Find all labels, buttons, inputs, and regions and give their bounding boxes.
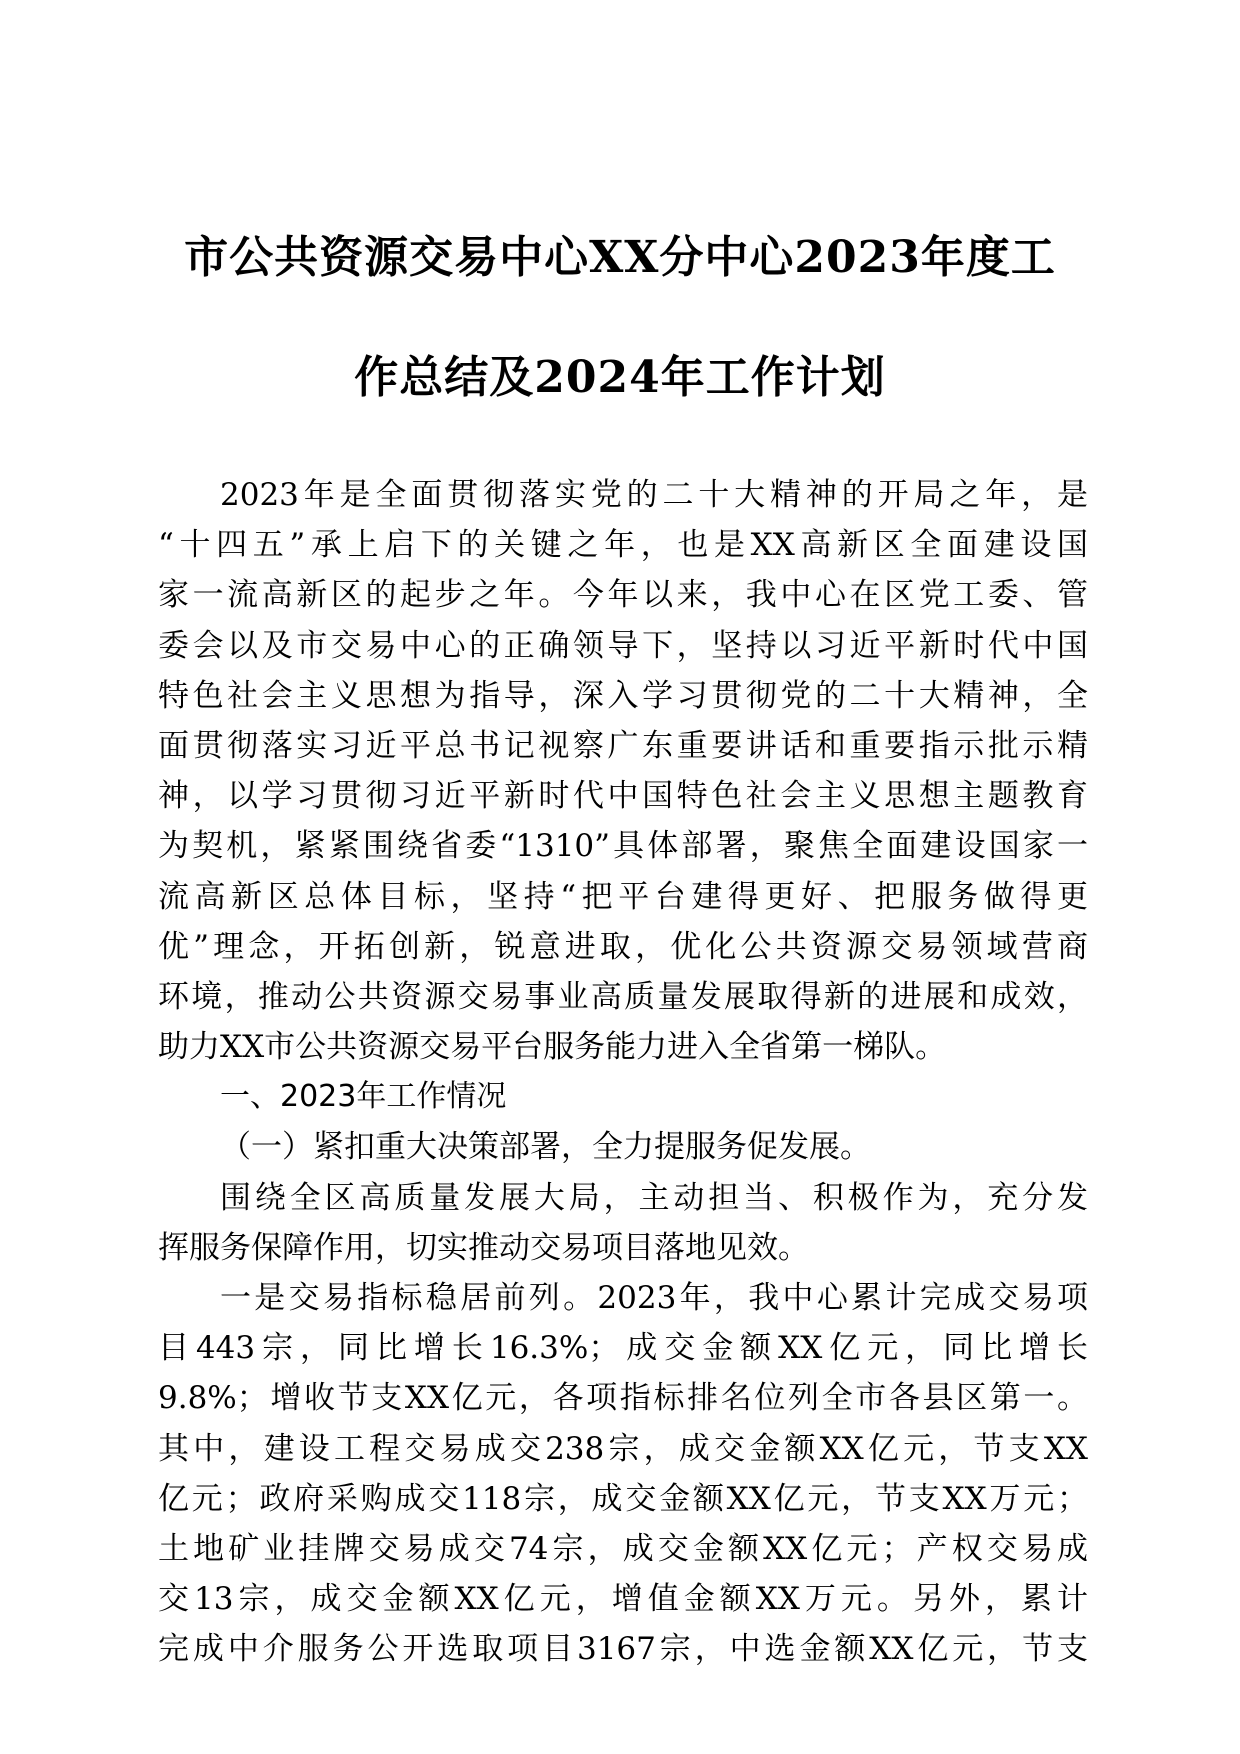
body-line: 一是交易指标稳居前列。2023年，我中心累计完成交易项 <box>220 1280 1088 1316</box>
subsection-heading: （一）紧扣重大决策部署，全力提服务促发展。 <box>220 1129 871 1166</box>
body-line: 土地矿业挂牌交易成交74宗，成交金额XX亿元；产权交易成 <box>158 1530 1088 1567</box>
section-heading: 一、2023年工作情况 <box>220 1079 507 1115</box>
body-line: 完成中介服务公开选取项目3167宗，中选金额XX亿元，节支 <box>158 1631 1088 1668</box>
body-line: 亿元；政府采购成交118宗，成交金额XX亿元，节支XX万元； <box>158 1480 1088 1517</box>
body-line: 神，以学习贯彻习近平新时代中国特色社会主义思想主题教育 <box>158 778 1088 815</box>
body-line: 特色社会主义思想为指导，深入学习贯彻党的二十大精神，全 <box>158 677 1088 714</box>
document-body <box>158 470 1088 1675</box>
body-line: “十四五”承上启下的关键之年，也是XX高新区全面建设国 <box>158 527 1088 564</box>
document-title-line-2: 作总结及2024年工作计划 <box>354 352 886 403</box>
body-line: 面贯彻落实习近平总书记视察广东重要讲话和重要指示批示精 <box>158 727 1088 764</box>
body-line: 2023年是全面贯彻落实党的二十大精神的开局之年，是 <box>220 477 1088 513</box>
body-line: 交13宗，成交金额XX亿元，增值金额XX万元。另外，累计 <box>158 1581 1088 1618</box>
body-line: 其中，建设工程交易成交238宗，成交金额XX亿元，节支XX <box>158 1430 1088 1467</box>
body-line: 为契机，紧紧围绕省委“1310”具体部署，聚焦全面建设国家一 <box>158 828 1088 865</box>
body-line: 家一流高新区的起步之年。今年以来，我中心在区党工委、管 <box>158 577 1088 614</box>
body-line: 目443宗，同比增长16.3%；成交金额XX亿元，同比增长 <box>158 1330 1088 1367</box>
body-line: 围绕全区高质量发展大局，主动担当、积极作为，充分发 <box>220 1179 1088 1216</box>
body-line: 环境，推动公共资源交易事业高质量发展取得新的进展和成效， <box>158 978 1088 1015</box>
body-line: 流高新区总体目标，坚持“把平台建得更好、把服务做得更 <box>158 878 1088 915</box>
document-title-line-1: 市公共资源交易中心XX分中心2023年度工 <box>184 232 1056 283</box>
body-line: 委会以及市交易中心的正确领导下，坚持以习近平新时代中国 <box>158 627 1088 664</box>
body-line: 挥服务保障作用，切实推动交易项目落地见效。 <box>158 1229 809 1266</box>
body-line: 助力XX市公共资源交易平台服务能力进入全省第一梯队。 <box>158 1029 947 1066</box>
body-line: 9.8%；增收节支XX亿元，各项指标排名位列全市各县区第一。 <box>158 1380 1088 1417</box>
body-line: 优”理念，开拓创新，锐意进取，优化公共资源交易领域营商 <box>158 928 1088 965</box>
